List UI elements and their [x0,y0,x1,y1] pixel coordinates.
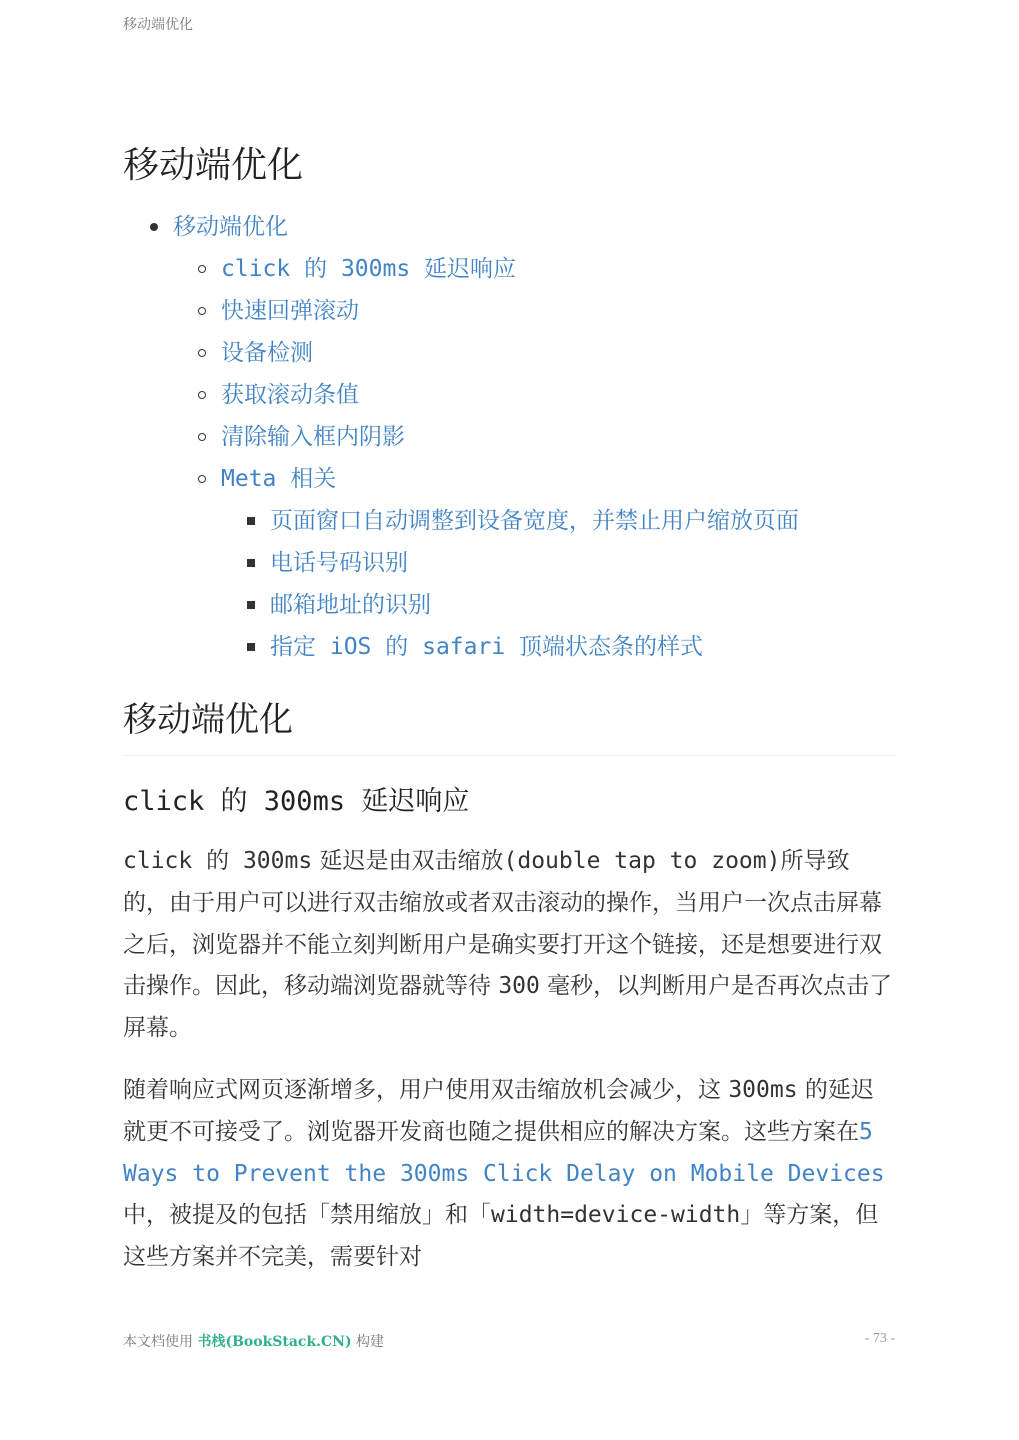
running-header: 移动端优化 [123,17,193,33]
heading-text: 延迟响应 [345,786,470,817]
inline-code: 300ms [728,1077,798,1103]
toc-item-shadow [123,416,903,458]
paragraph-text: 所导致的，由于用户可以进行双击缩放或者双击滚动的操作，当用户一次点击屏幕之后，浏览器并不能立刻判断用户是确实要打开这个链接，还是想要进行双击操作。因此，移动端浏览器就等待 [123,848,882,1000]
paragraph-text: 的 [192,848,243,874]
square-bullet-icon [247,559,255,567]
toc-link-safari[interactable] [270,634,703,660]
circle-bullet-icon [198,433,206,441]
footer-suffix: 构建 [351,1334,385,1350]
square-bullet-icon [247,601,255,609]
heading-text: click [123,786,205,817]
table-of-contents [123,206,903,668]
toc-link-click-delay[interactable] [221,256,516,282]
toc-item-scroll [123,290,903,332]
square-bullet-icon [247,643,255,651]
article-link[interactable]: 5 Ways to Prevent the 300ms Click Delay on Mobile Devices [123,1118,885,1187]
paragraph-solutions [123,1070,895,1279]
inline-code: 300 [498,973,540,1000]
toc-item-safari [123,626,903,668]
toc-link-text: 顶端状态条的样式 [505,634,704,660]
paragraph-text: 的延迟就更不可接受了。浏览器开发商也随之提供相应的解决方案。这些方案在 [123,1077,874,1145]
toc-link-text: iOS [329,634,372,660]
toc-item-device [123,332,903,374]
footer-prefix: 本文档使用 [123,1334,198,1350]
toc-link-text: 的 [371,634,423,660]
toc-link-text: 的 [290,256,341,282]
footer-credit [123,1331,384,1351]
toc-link-viewport[interactable]: 页面窗口自动调整到设备宽度，并禁止用户缩放页面 [270,508,799,534]
toc-link-scrollbar[interactable]: 获取滚动条值 [221,382,359,408]
paragraph-text: 毫秒，以判断用户是否再次点击了屏幕。 [123,973,893,1042]
toc-item-viewport [123,500,903,542]
bookstack-link[interactable]: 书栈(BookStack.CN) [197,1334,352,1350]
toc-item-email [123,584,903,626]
toc-link-text: safari [422,634,506,660]
circle-bullet-icon [198,391,206,399]
page-number: - 73 - [864,1331,895,1346]
toc-link-phone[interactable]: 电话号码识别 [270,550,408,576]
toc-link-email[interactable]: 邮箱地址的识别 [270,592,431,618]
toc-link-text: 相关 [276,466,337,492]
disc-bullet-icon [150,223,158,231]
toc-item-meta [123,458,903,500]
toc-item-root [123,206,903,248]
circle-bullet-icon [198,349,206,357]
square-bullet-icon [247,517,255,525]
toc-link-text: 指定 [270,634,330,660]
toc-item-phone [123,542,903,584]
paragraph-text: 随着响应式网页逐渐增多，用户使用双击缩放机会减少，这 [123,1077,729,1103]
heading-text: 300ms [263,786,346,817]
section-heading: 移动端优化 [123,697,895,756]
toc-item-click-delay [123,248,903,290]
inline-code: (double tap to zoom) [503,848,781,874]
circle-bullet-icon [198,307,206,315]
toc-link-shadow[interactable]: 清除输入框内阴影 [221,424,405,450]
subsection-heading [123,780,469,824]
toc-link-scroll[interactable]: 快速回弹滚动 [221,298,359,324]
circle-bullet-icon [198,265,206,273]
toc-link-text: Meta [221,466,277,492]
paragraph-click-delay [123,841,895,1050]
heading-text: 的 [204,786,264,817]
circle-bullet-icon [198,475,206,483]
toc-link-root[interactable]: 移动端优化 [173,214,288,240]
inline-code: width=device-width [491,1202,741,1229]
inline-code: 300ms [242,848,313,874]
toc-item-scrollbar [123,374,903,416]
toc-link-device[interactable]: 设备检测 [221,340,313,366]
paragraph-text: 延迟是由双击缩放 [312,848,504,874]
paragraph-text: 中，被提及的包括「禁用缩放」和「 [123,1202,491,1229]
toc-link-text: 延迟响应 [410,256,517,282]
toc-link-meta[interactable] [221,466,336,492]
toc-link-text: 300ms [340,256,411,282]
toc-link-text: click [221,256,291,282]
paragraph-text: 」等方案，但这些方案并不完美，需要针对 [123,1202,879,1271]
inline-code: click [123,848,193,874]
page-title: 移动端优化 [123,145,304,186]
